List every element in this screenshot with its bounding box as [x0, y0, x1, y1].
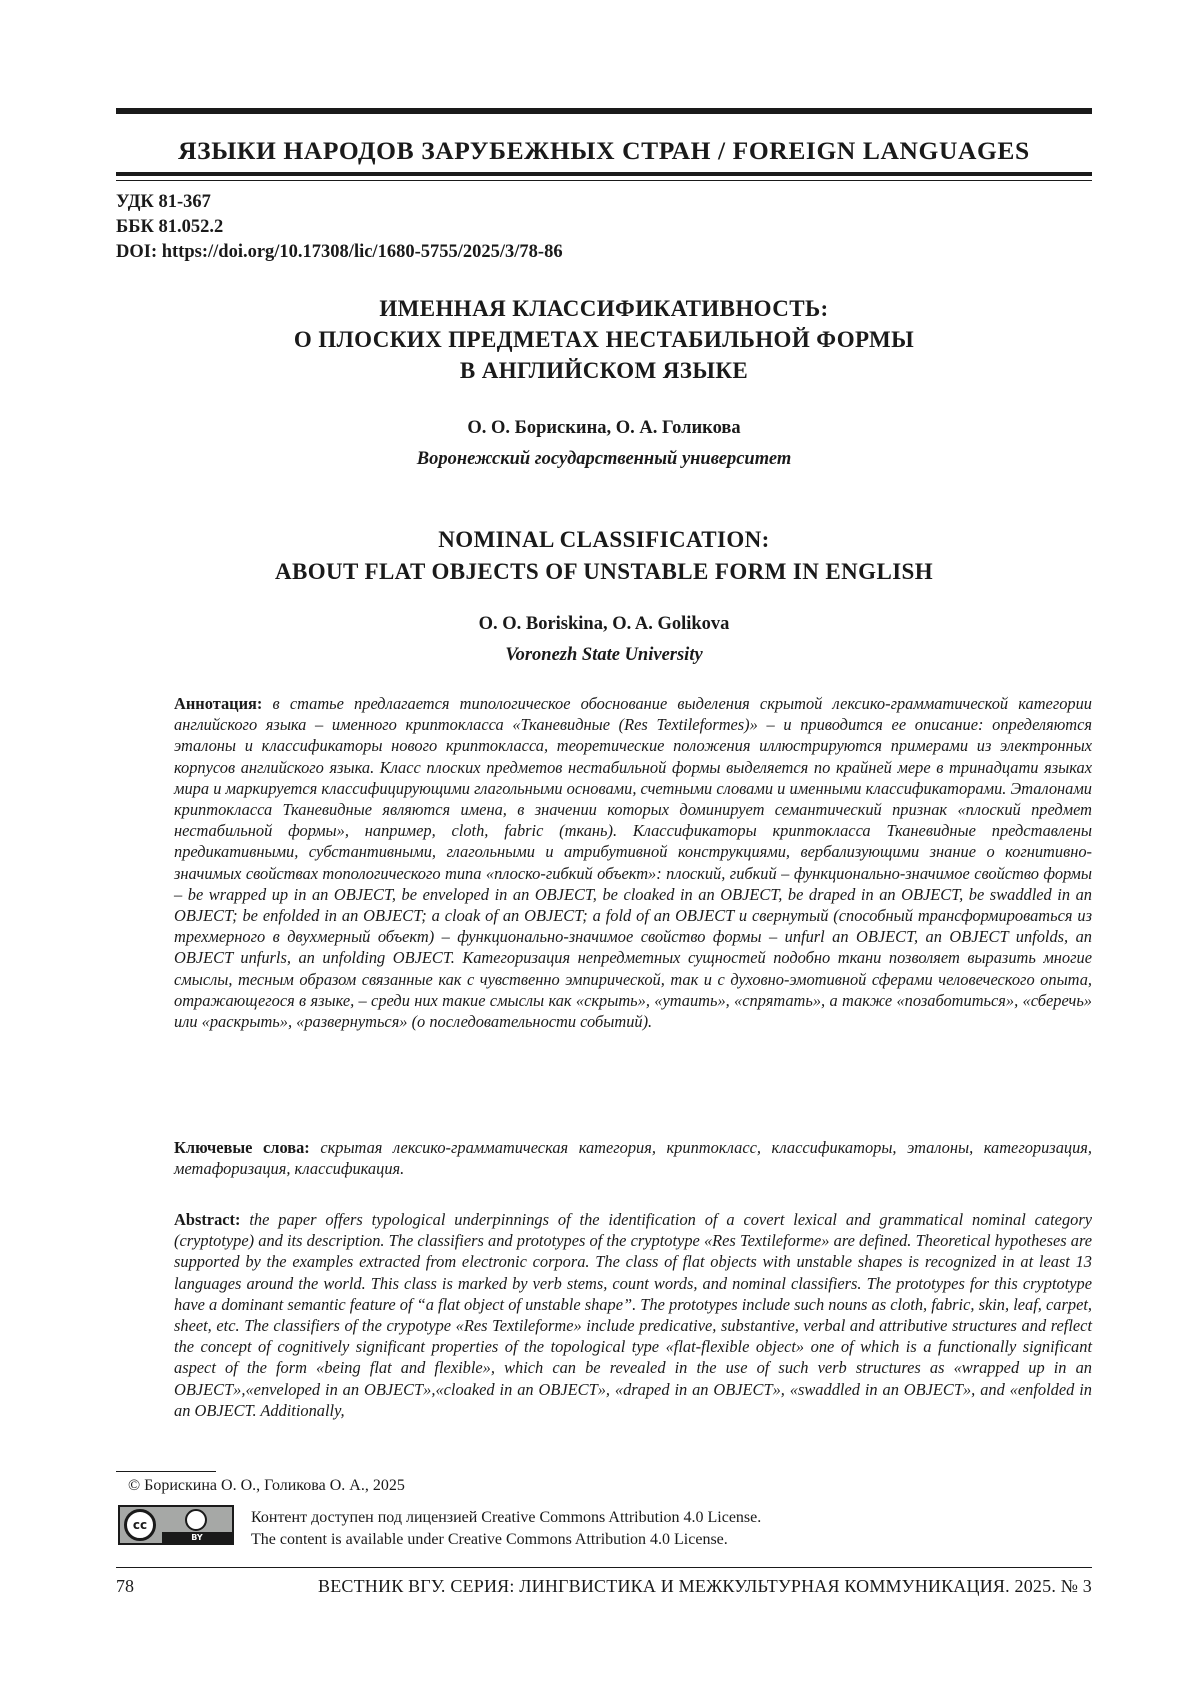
abstract-label: Abstract:	[174, 1210, 240, 1229]
page-number: 78	[116, 1576, 134, 1597]
by-logo	[162, 1507, 232, 1543]
title-ru	[116, 293, 1092, 386]
authors-ru: О. О. Борискина, О. А. Голикова	[116, 418, 1092, 439]
affiliation-ru: Воронежский государственный университет	[116, 449, 1092, 470]
footnote-divider	[116, 1471, 216, 1472]
title-en-line: NOMINAL CLASSIFICATION:	[116, 524, 1092, 556]
keywords-ru	[174, 1137, 1092, 1179]
title-ru-line: ИМЕННАЯ КЛАССИФИКАТИВНОСТЬ:	[116, 293, 1092, 324]
section-title: ЯЗЫКИ НАРОДОВ ЗАРУБЕЖНЫХ СТРАН / FOREIGN LANGUAGES	[116, 136, 1092, 166]
journal-running-title: ВЕСТНИК ВГУ. СЕРИЯ: ЛИНГВИСТИКА И МЕЖКУЛЬТУРНАЯ КОММУНИКАЦИЯ. 2025. № 3	[318, 1576, 1092, 1597]
affiliation-en: Voronezh State University	[116, 645, 1092, 666]
header-bottom-rule	[116, 172, 1092, 176]
attribution-person-icon	[185, 1509, 207, 1531]
footer-divider	[116, 1567, 1092, 1568]
by-label: BY	[162, 1532, 232, 1543]
creative-commons-by-icon[interactable]	[118, 1505, 234, 1545]
abstract-text: the paper offers typological underpinnings of the identification of a covert lexical and grammatical nominal category (cryptotype) and its description. The classifiers and prototypes of the cryptotype «Res Textileforme» are defined. Theoretical hypotheses are supported by the examples extracted from electronic corpora. The class of flat objects with unstable shapes is recognized in at least 13 languages around the world. This class is marked by verb stems, count words, and nominal classifiers. The prototypes for this cryptotype have a dominant semantic feature of “a flat object of unstable shape”. The prototypes include such nouns as cloth, fabric, skin, leaf, carpet, sheet, etc. The classifiers of the crypotype «Res Textileforme» include predicative, substantive, verbal and attributive structures and reflect the concept of cognitively significant properties of the topological type «flat-flexible object» one of which is a functionally significant aspect of the form «being flat and flexible», which can be revealed in the use of such verb structures as «wrapped up in an OBJECT»,«enveloped in an OBJECT»,«cloaked in an OBJECT», «draped in an OBJECT», «swaddled in an OBJECT», and «enfolded in an OBJECT. Additionally,	[174, 1210, 1092, 1420]
title-en	[116, 524, 1092, 588]
header-bottom-thin-rule	[116, 180, 1092, 181]
cc-logo-icon: cc	[124, 1509, 156, 1541]
annotation-text: в статье предлагается типологическое обоснование выделения скрытой лексико-грамма­тической категории английского языка – именного криптокласса «Тканевидные (Res Textileformes)» – и приводится ее описание: определяются эталоны и классификаторы нового криптокласса, теоретические положения иллюстрируются примерами из электронных корпусов английского языка. Класс плоских предметов нестабильной формы выделяется по крайней мере в тринадцати языках мира и маркируется классифицирующими глагольными основами, счетными словами и именными классификаторами. Этало­нами криптокласса Тканевидные являются имена, в значении которых доминирует семантический признак «плоский предмет нестабильной формы», например, cloth, fabric (ткань). Классификаторы криптоклас­са Тканевидные представлены предикативными, субстантивными, глагольными и атрибутивной кон­струкциями, вербализующими знание о когнитивно-значимых свойствах топологического типа «пло­ско-гибкий объект»: плоский, гибкий – функционально-значимое свойство формы – be wrapped up in an OBJECT, be enveloped in an OBJECT, be cloaked in an OBJECT, be draped in an OBJECT, be swaddled in an OBJECT; be enfolded in an OBJECT; a cloak of an OBJECT; a fold of an OBJECT и свернутый (способный трансформироваться из трехмерного в двухмерный объект) – функционально-значимое свойство формы – unfurl an OBJECT, an OBJECT unfolds, an OBJECT unfurls, an unfolding OBJECT. Категоризация непред­метных сущностей подобно ткани позволяет выразить многие смыслы, тесным образом связанные как с чувственно эмпирической, так и с духовно-эмотивной сферами человеческого опыта, отражающегося в языке, – среди них такие смыслы как «скрыть», «утаить», «спрятать», а также «позаботиться», «сберечь» или «раскрыть», «развернуться» (о последовательности событий).	[174, 694, 1092, 1031]
license-line-en: The content is available under Creative Commons Attribution 4.0 License.	[251, 1529, 761, 1551]
udk-code: УДК 81-367	[116, 190, 563, 215]
copyright-note: © Борискина О. О., Голикова О. А., 2025	[128, 1477, 405, 1495]
bbk-code: ББК 81.052.2	[116, 215, 563, 240]
abstract-en	[174, 1209, 1092, 1421]
doi-link[interactable]: DOI: https://doi.org/10.17308/lic/1680-5755/2025/3/78-86	[116, 240, 563, 265]
title-ru-line: О ПЛОСКИХ ПРЕДМЕТАХ НЕСТАБИЛЬНОЙ ФОРМЫ	[116, 324, 1092, 355]
title-ru-line: В АНГЛИЙСКОМ ЯЗЫКЕ	[116, 355, 1092, 386]
title-en-line: ABOUT FLAT OBJECTS OF UNSTABLE FORM IN ENGLISH	[116, 556, 1092, 588]
annotation-ru	[174, 693, 1092, 1032]
classification-codes	[116, 190, 563, 265]
header-top-rule	[116, 108, 1092, 114]
keywords-text: скрытая лексико-грамматическая категория, криптокласс, классификаторы, этало­ны, категоризация, метафоризация, классификация.	[174, 1138, 1092, 1178]
keywords-label: Ключевые слова:	[174, 1138, 310, 1157]
authors-en: O. O. Boriskina, O. A. Golikova	[116, 614, 1092, 635]
annotation-label: Аннотация:	[174, 694, 262, 713]
license-line-ru: Контент доступен под лицензией Creative Commons Attribution 4.0 License.	[251, 1507, 761, 1529]
article-page	[116, 0, 1092, 1697]
license-text	[251, 1507, 761, 1551]
